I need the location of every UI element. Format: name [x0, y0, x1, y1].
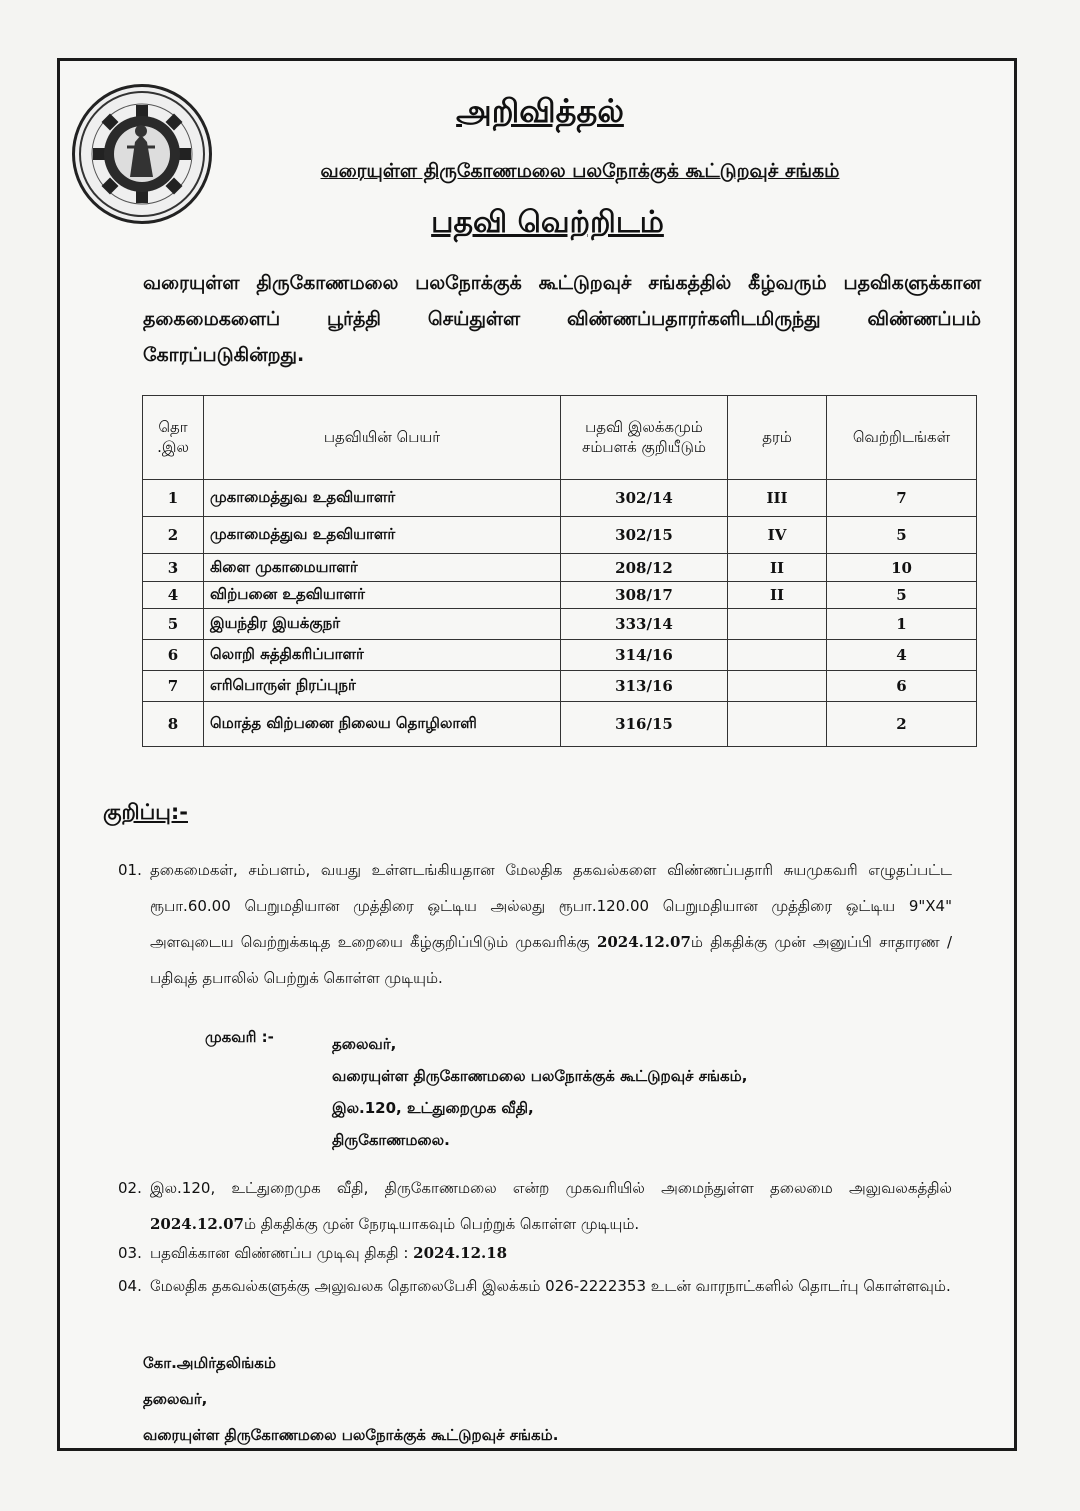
row-post-name: கிளை முகாமையாளர் [204, 554, 561, 582]
row-post-code: 302/14 [561, 480, 728, 517]
row-vacancies: 5 [827, 582, 977, 609]
row-no: 1 [143, 480, 204, 517]
table-row [143, 640, 977, 671]
note-4 [118, 1268, 952, 1340]
signature-block [143, 1345, 558, 1453]
col-header-vacancies: வெற்றிடங்கள் [827, 396, 977, 480]
table-row [143, 582, 977, 609]
table-header-row [143, 396, 977, 480]
row-vacancies: 2 [827, 702, 977, 747]
note-1-text: தகைமைகள், சம்பளம், வயது உள்ளடங்கியதான மேலதிக தகவல்களை விண்ணப்பதாரி சுயமுகவரி எழுதப்பட்ட ரூபா.60.00 பெறுமதியான முத்திரை ஒட்டிய அல்லது ரூபா.120.00 பெறுமதியான முத்திரை ஒட்டிய 9"X4" அளவுடைய வெற்றுக்கடித உறையை கீழ்குறிப்பிடும் முகவரிக்கு 2024.12.07ம் திகதிக்கு முன் அனுப்பி சாதாரண / பதிவுத் தபாலில் பெற்றுக் கொள்ள முடியும். [150, 861, 952, 987]
row-vacancies: 1 [827, 609, 977, 640]
intro-paragraph: வரையுள்ள திருகோணமலை பலநோக்குக் கூட்டுறவுச் சங்கத்தில் கீழ்வரும் பதவிகளுக்கான தகைமைகளைப் பூர்த்தி செய்துள்ள விண்ணப்பதாரர்களிடமிருந்து விண்ணப்பம் கோரப்படுகின்றது. [143, 272, 981, 366]
col-header-post-name: பதவியின் பெயர் [204, 396, 561, 480]
signatory-name: கோ.அமிர்தலிங்கம் [143, 1354, 276, 1372]
row-vacancies: 10 [827, 554, 977, 582]
row-grade [728, 640, 827, 671]
note-3-text: பதவிக்கான விண்ணப்ப முடிவு திகதி : 2024.12.18 [150, 1244, 508, 1262]
row-post-name: எரிபொருள் நிரப்புநர் [204, 671, 561, 702]
row-grade: II [728, 582, 827, 609]
row-post-name: முகாமைத்துவ உதவியாளர் [204, 480, 561, 517]
row-no: 5 [143, 609, 204, 640]
note-3-number: 03. [118, 1244, 142, 1262]
address-line: இல.120, உட்துறைமுக வீதி, [332, 1099, 534, 1117]
row-post-code: 302/15 [561, 517, 728, 554]
note-2-date: 2024.12.07 [150, 1215, 244, 1233]
note-2-text: இல.120, உட்துறைமுக வீதி, திருகோணமலை என்ற முகவரியில் அமைந்துள்ள தலைமை அலுவலகத்தில் 2024.12.07ம் திகதிக்கு முன் நேரடியாகவும் பெற்றுக் கொள்ள முடியும். [150, 1179, 952, 1233]
row-no: 3 [143, 554, 204, 582]
signatory-organization: வரையுள்ள திருகோணமலை பலநோக்குக் கூட்டுறவுச் சங்கம். [143, 1426, 559, 1444]
address-block [332, 1028, 747, 1156]
note-3-date: 2024.12.18 [413, 1244, 508, 1262]
row-post-code: 313/16 [561, 671, 728, 702]
note-3 [118, 1235, 952, 1271]
vacancy-table [142, 395, 977, 747]
row-grade: III [728, 480, 827, 517]
table-row [143, 554, 977, 582]
row-no: 6 [143, 640, 204, 671]
col-header-no: தொ .இல [143, 396, 204, 480]
row-post-code: 316/15 [561, 702, 728, 747]
vacancy-heading: பதவி வெற்றிடம் [431, 205, 664, 240]
society-name-heading: வரையுள்ள திருகோணமலை பலநோக்குக் கூட்டுறவுச் சங்கம் [320, 160, 840, 182]
row-no: 2 [143, 517, 204, 554]
note-2 [118, 1170, 952, 1240]
note-4-number: 04. [118, 1277, 142, 1295]
address-line: வரையுள்ள திருகோணமலை பலநோக்குக் கூட்டுறவுச் சங்கம், [332, 1067, 748, 1085]
row-grade [728, 671, 827, 702]
col-header-post-code: பதவி இலக்கமும் சம்பளக் குறியீடும் [561, 396, 728, 480]
address-label: முகவரி :- [205, 1028, 274, 1046]
row-grade: II [728, 554, 827, 582]
note-1-date: 2024.12.07 [596, 933, 691, 951]
address-line: தலைவர், [332, 1035, 397, 1053]
table-row [143, 480, 977, 517]
table-row [143, 671, 977, 702]
page-title: அறிவித்தல் [456, 92, 624, 130]
row-vacancies: 5 [827, 517, 977, 554]
row-post-name: விற்பனை உதவியாளர் [204, 582, 561, 609]
row-post-name: முகாமைத்துவ உதவியாளர் [204, 517, 561, 554]
signatory-role: தலைவர், [143, 1390, 208, 1408]
row-grade: IV [728, 517, 827, 554]
row-vacancies: 7 [827, 480, 977, 517]
row-no: 7 [143, 671, 204, 702]
row-post-name: லொறி சுத்திகரிப்பாளர் [204, 640, 561, 671]
note-4-text: மேலதிக தகவல்களுக்கு அலுவலக தொலைபேசி இலக்கம் 026-2222353 உடன் வாரநாட்களில் தொடர்பு கொள்ளவும். [150, 1277, 951, 1295]
row-post-code: 308/17 [561, 582, 728, 609]
note-2-number: 02. [118, 1179, 142, 1197]
row-post-code: 208/12 [561, 554, 728, 582]
row-vacancies: 6 [827, 671, 977, 702]
notes-heading: குறிப்பு:- [103, 800, 188, 824]
address-line: திருகோணமலை. [332, 1131, 450, 1149]
table-row [143, 609, 977, 640]
col-header-grade: தரம் [728, 396, 827, 480]
row-post-code: 333/14 [561, 609, 728, 640]
row-post-code: 314/16 [561, 640, 728, 671]
row-grade [728, 609, 827, 640]
row-post-name: இயந்திர இயக்குநர் [204, 609, 561, 640]
note-1-number: 01. [118, 861, 142, 879]
note-1 [118, 852, 952, 1024]
row-no: 4 [143, 582, 204, 609]
row-grade [728, 702, 827, 747]
table-row [143, 517, 977, 554]
table-row [143, 702, 977, 747]
row-no: 8 [143, 702, 204, 747]
row-vacancies: 4 [827, 640, 977, 671]
row-post-name: மொத்த விற்பனை நிலைய தொழிலாளி [204, 702, 561, 747]
